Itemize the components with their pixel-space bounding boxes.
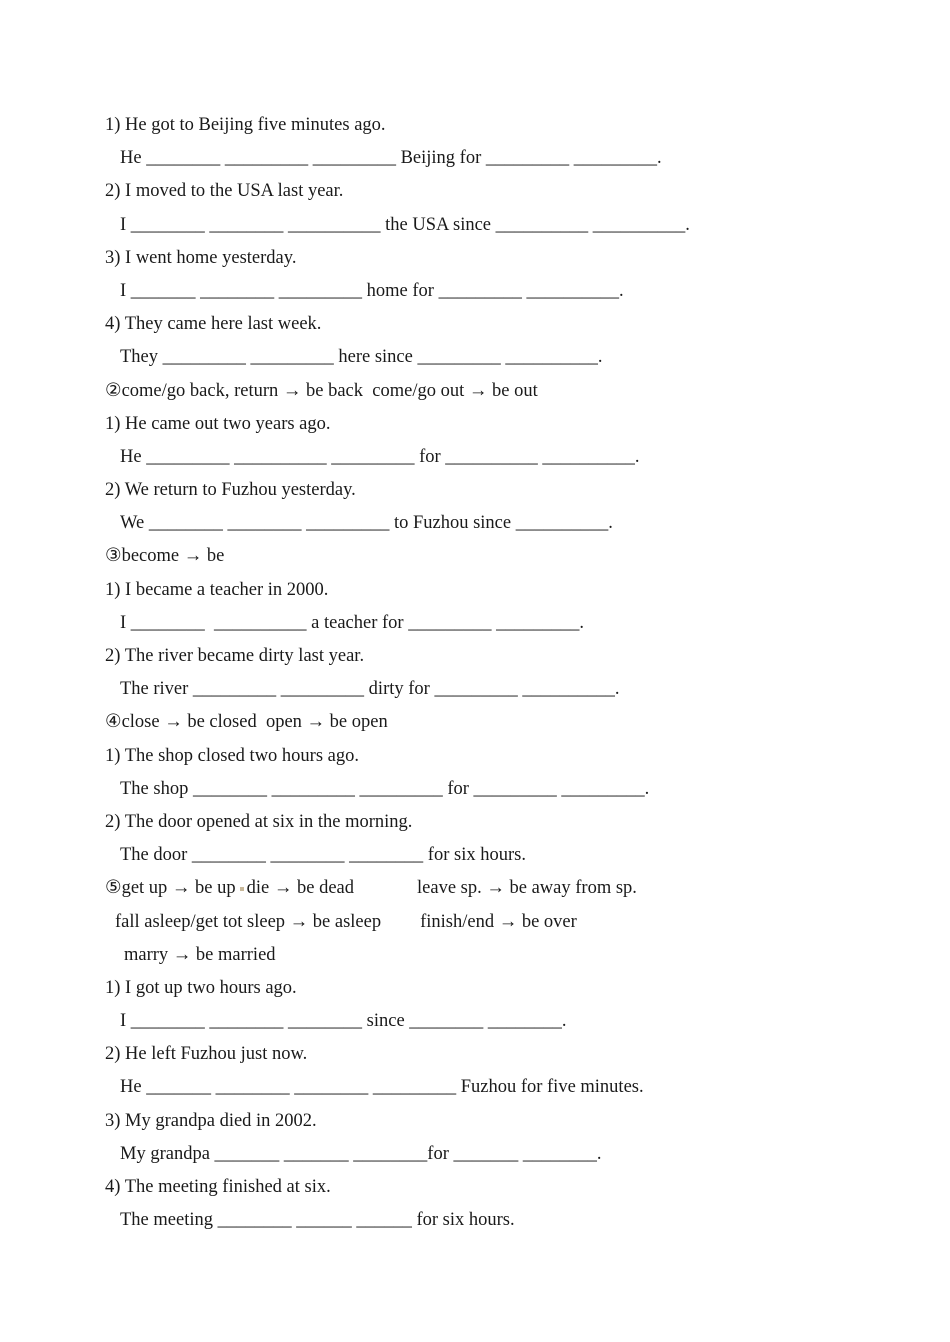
phrase-line xyxy=(105,940,885,973)
question-sentence: 2) The river became dirty last year. xyxy=(105,646,365,666)
fill-in-line: I _______ ________ _________ home for _________ __________. xyxy=(120,280,624,301)
fill-in-line: The shop ________ _________ _________ for _________ _________. xyxy=(120,778,650,799)
question-sentence: 4) They came here last week. xyxy=(105,314,322,335)
question-sentence: 1) He got to Beijing five minutes ago. xyxy=(105,115,386,135)
question-sentence: 1) I became a teacher in 2000. xyxy=(105,579,329,600)
section-heading: ④close → be closed open → be open xyxy=(105,712,388,733)
fill-in-line: I ________ ________ ________ since ________ ________. xyxy=(120,1011,567,1032)
question-sentence: 3) My grandpa died in 2002. xyxy=(105,1110,317,1131)
fill-in-line: My grandpa _______ _______ ________for _______ ________. xyxy=(120,1143,602,1164)
section-heading xyxy=(105,873,885,906)
phrase-marry: marry → be married xyxy=(124,944,276,965)
fill-in-line: The meeting ________ ______ ______ for six hours. xyxy=(120,1210,515,1231)
phrase-fall-asleep: fall asleep/get tot sleep → be asleep xyxy=(115,911,382,932)
phrase-line xyxy=(105,907,885,940)
fill-in-line: He _________ __________ _________ for __________ __________. xyxy=(120,446,640,467)
fill-in-line: I ________ __________ a teacher for _________ _________. xyxy=(120,612,584,633)
fill-in-line: The door ________ ________ ________ for six hours. xyxy=(120,845,526,866)
fill-in-line: The river _________ _________ dirty for _________ __________. xyxy=(120,679,620,700)
question-sentence: 1) He came out two years ago. xyxy=(105,413,331,434)
fill-in-line: I ________ ________ __________ the USA since __________ __________. xyxy=(120,214,690,235)
section-heading: ③become → be xyxy=(105,546,225,567)
question-sentence: 4) The meeting finished at six. xyxy=(105,1177,331,1197)
fill-in-line: He ________ _________ _________ Beijing for _________ _________. xyxy=(120,148,662,169)
question-sentence: 2) He left Fuzhou just now. xyxy=(105,1044,308,1065)
fill-in-line: They _________ _________ here since _________ __________. xyxy=(120,347,603,368)
question-sentence: 3) I went home yesterday. xyxy=(105,247,297,268)
question-sentence: 2) I moved to the USA last year. xyxy=(105,181,344,202)
question-sentence: 2) The door opened at six in the morning. xyxy=(105,811,413,832)
phrase-finish: finish/end → be over xyxy=(420,911,577,932)
phrase-die: die → be dead xyxy=(246,878,355,899)
worksheet-content xyxy=(105,110,885,1238)
section-heading: ②come/go back, return → be back come/go out → be out xyxy=(105,380,538,401)
phrase-leave: leave sp. → be away from sp. xyxy=(417,878,637,899)
fill-in-line: He _______ ________ ________ _________ Fuzhou for five minutes. xyxy=(120,1077,644,1098)
question-sentence: 1) The shop closed two hours ago. xyxy=(105,745,359,766)
phrase-get-up: ⑤get up → be up xyxy=(105,878,236,899)
bullet-dot-icon xyxy=(240,887,244,891)
question-sentence: 1) I got up two hours ago. xyxy=(105,977,297,998)
question-sentence: 2) We return to Fuzhou yesterday. xyxy=(105,480,356,501)
fill-in-line: We ________ ________ _________ to Fuzhou since __________. xyxy=(120,513,613,534)
